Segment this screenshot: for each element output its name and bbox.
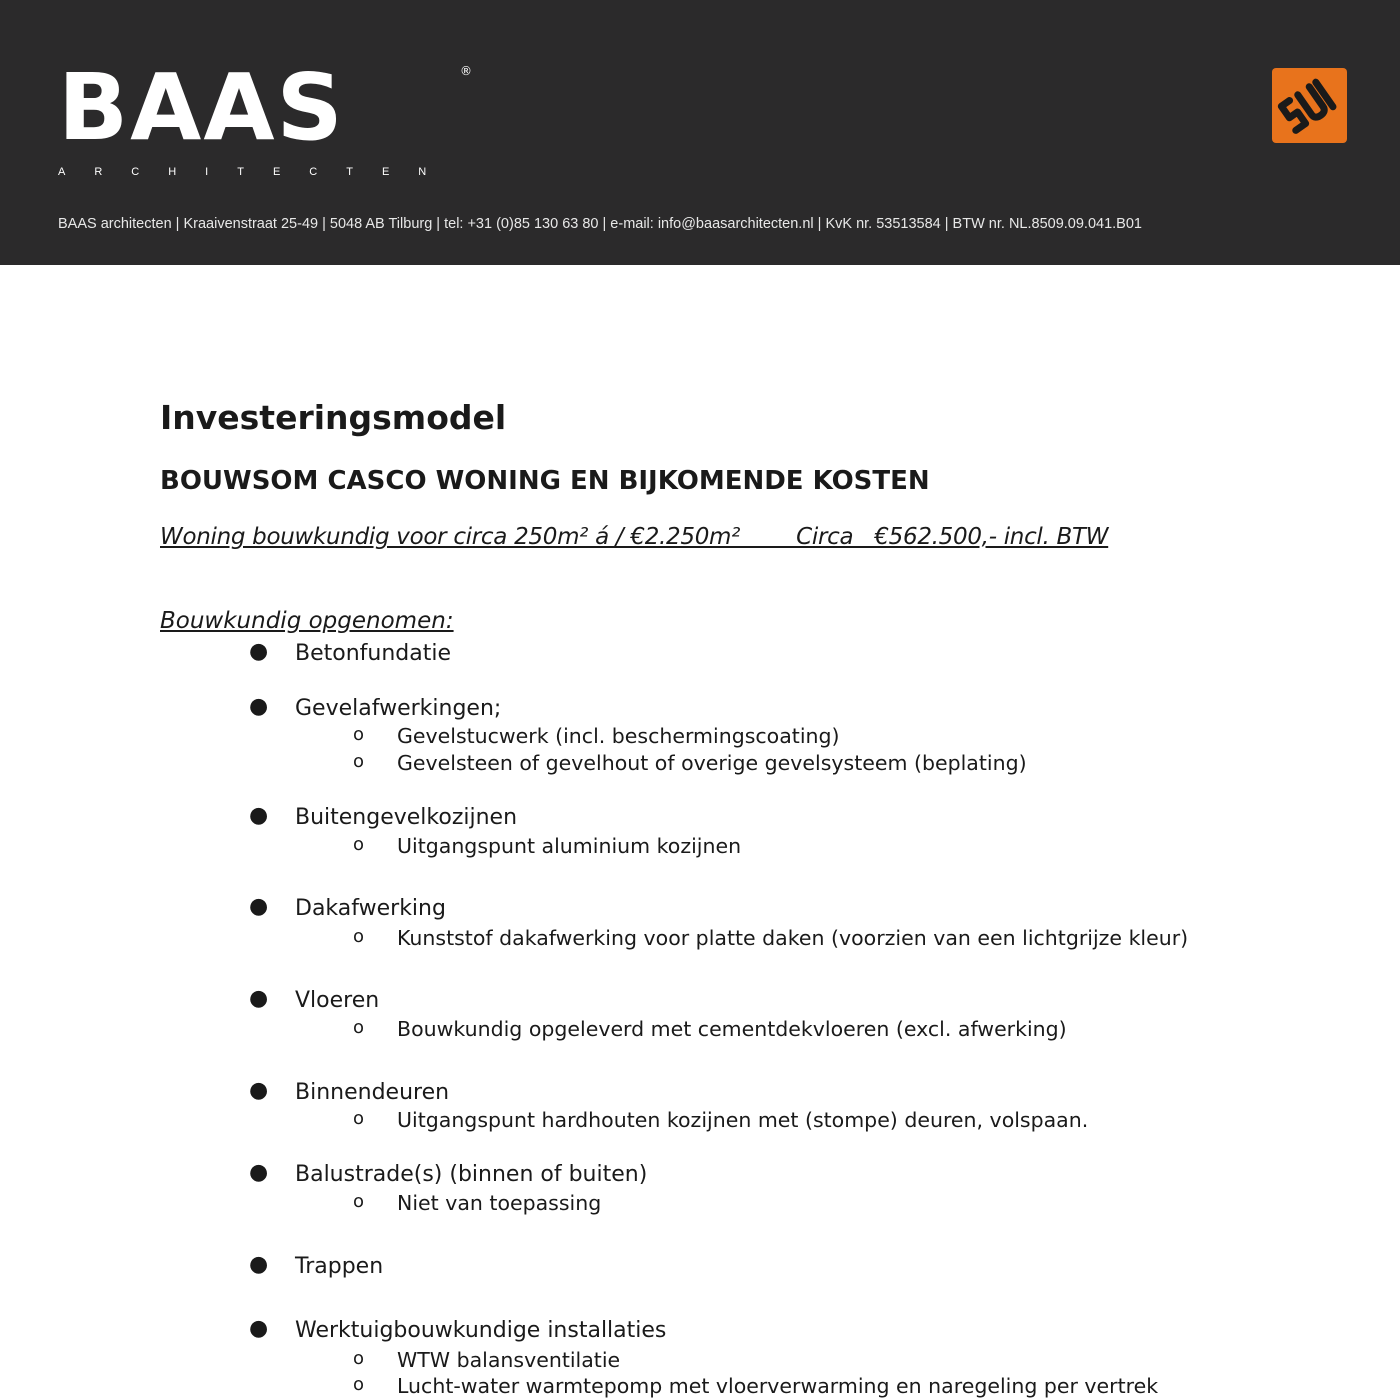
- sub-item: [353, 926, 1189, 950]
- contact-details: BAAS architecten | Kraaivenstraat 25-49 | 5048 AB Tilburg | tel: +31 (0)85 130 63 80 | e-mail: info@baasarchitecten.nl | KvK nr. 53513584 | BTW nr. NL.8509.09.041.B01: [58, 216, 1142, 232]
- circle-bullet-icon: o: [353, 1374, 365, 1395]
- registered-mark: ®: [460, 64, 472, 78]
- sub-item-label: Bouwkundig opgeleverd met cementdekvloeren (excl. afwerking): [397, 1017, 1067, 1041]
- list-item-label: Dakafwerking: [295, 896, 446, 921]
- bullet-icon: ●: [249, 986, 269, 1011]
- document-title: Investeringsmodel: [160, 398, 507, 437]
- circle-bullet-icon: o: [353, 1191, 365, 1212]
- circle-bullet-icon: o: [353, 926, 365, 947]
- list-item-label: Binnendeuren: [295, 1080, 450, 1105]
- sub-item-label: Gevelstucwerk (incl. beschermingscoating): [397, 724, 840, 748]
- list-item-label: Betonfundatie: [295, 641, 452, 666]
- letterhead: [0, 0, 1400, 265]
- sub-item-label: Uitgangspunt aluminium kozijnen: [397, 834, 742, 858]
- list-item: [249, 1160, 648, 1187]
- circle-bullet-icon: o: [353, 834, 365, 855]
- list-item: [249, 803, 518, 830]
- baas-logo: [58, 54, 472, 178]
- bullet-icon: ●: [249, 1078, 269, 1103]
- list-item-label: Vloeren: [295, 988, 380, 1013]
- list-item-label: Gevelafwerkingen;: [295, 696, 502, 721]
- bullet-icon: ●: [249, 639, 269, 664]
- circle-bullet-icon: o: [353, 724, 365, 745]
- list-item: [249, 639, 452, 666]
- sub-item: [353, 1017, 1067, 1041]
- sub-item-label: Gevelsteen of gevelhout of overige gevelsysteem (beplating): [397, 751, 1027, 775]
- circle-bullet-icon: o: [353, 1108, 365, 1129]
- bullet-icon: ●: [249, 694, 269, 719]
- su-logo-icon: [1272, 68, 1347, 143]
- logo-wordmark: BAAS: [58, 54, 345, 161]
- list-item: [249, 894, 446, 921]
- sub-item: [353, 1108, 1089, 1132]
- list-item: [249, 1252, 384, 1279]
- bullet-icon: ●: [249, 1252, 269, 1277]
- bullet-icon: ●: [249, 1316, 269, 1341]
- list-item-label: Trappen: [295, 1254, 384, 1279]
- sub-item-label: Niet van toepassing: [397, 1191, 602, 1215]
- sub-item: [353, 1374, 1159, 1398]
- bullet-icon: ●: [249, 1160, 269, 1185]
- section-label: Bouwkundig opgenomen:: [160, 608, 454, 634]
- circle-bullet-icon: o: [353, 1017, 365, 1038]
- circle-bullet-icon: o: [353, 751, 365, 772]
- list-item: [249, 694, 502, 721]
- list-item: [249, 1316, 667, 1343]
- logo-subtitle: ARCHITECTEN: [58, 166, 456, 178]
- sub-item-label: WTW balansventilatie: [397, 1348, 621, 1372]
- list-item: [249, 986, 380, 1013]
- list-item: [249, 1078, 450, 1105]
- sub-item-label: Lucht-water warmtepomp met vloerverwarming en naregeling per vertrek: [397, 1374, 1159, 1398]
- sub-item: [353, 1348, 621, 1372]
- list-item-label: Werktuigbouwkundige installaties: [295, 1318, 667, 1343]
- sub-item: [353, 1191, 602, 1215]
- sub-item-label: Uitgangspunt hardhouten kozijnen met (stompe) deuren, volspaan.: [397, 1108, 1089, 1132]
- list-item-label: Buitengevelkozijnen: [295, 805, 518, 830]
- bullet-icon: ●: [249, 803, 269, 828]
- circle-bullet-icon: o: [353, 1348, 365, 1369]
- sub-item-label: Kunststof dakafwerking voor platte daken (voorzien van een lichtgrijze kleur): [397, 926, 1189, 950]
- list-item-label: Balustrade(s) (binnen of buiten): [295, 1162, 648, 1187]
- sub-item: [353, 724, 840, 748]
- sub-item: [353, 751, 1027, 775]
- sub-item: [353, 834, 742, 858]
- bullet-icon: ●: [249, 894, 269, 919]
- cost-summary: Woning bouwkundig voor circa 250m² á / €2.250m² Circa €562.500,- incl. BTW: [160, 524, 1109, 550]
- document-subtitle: BOUWSOM CASCO WONING EN BIJKOMENDE KOSTEN: [160, 466, 930, 496]
